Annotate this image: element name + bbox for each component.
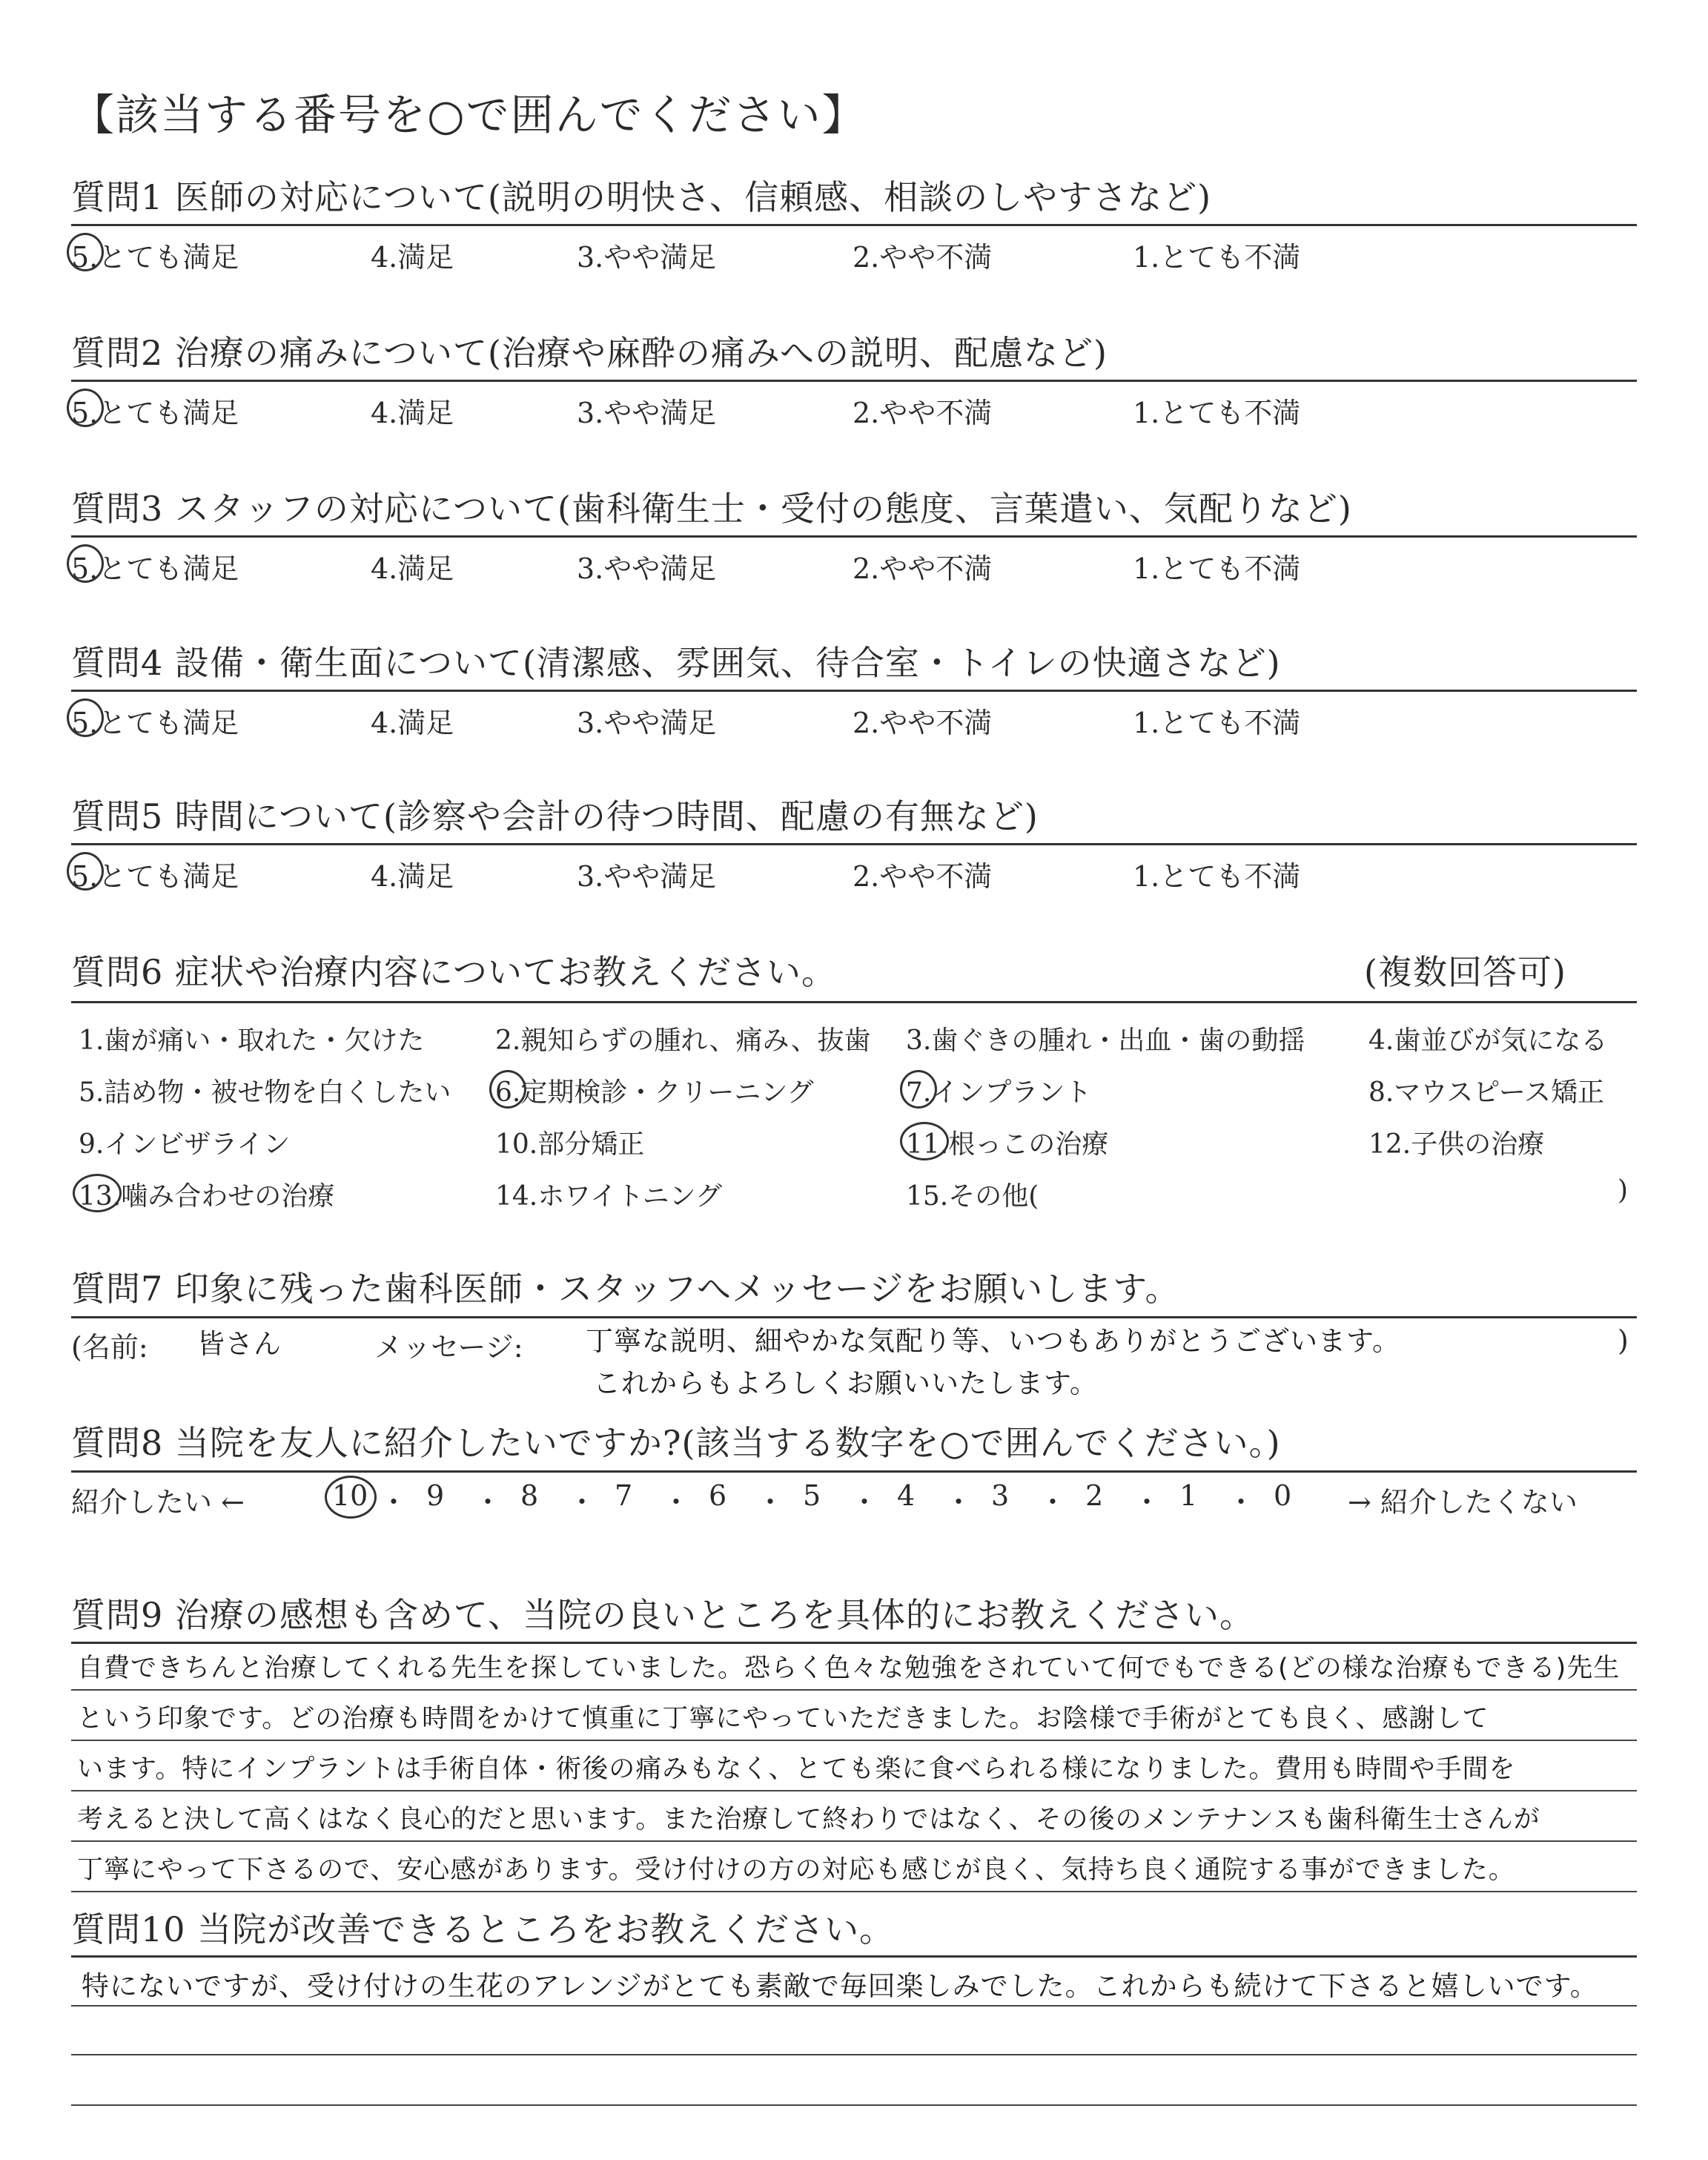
q6-item[interactable]: 10.部分矯正: [495, 1129, 645, 1160]
q1-rule: [71, 224, 1637, 226]
q5-option[interactable]: 3.やや満足: [577, 860, 717, 893]
scale-separator: ・: [474, 1486, 503, 1519]
scale-separator: ・: [1039, 1486, 1068, 1519]
q2-rule: [71, 380, 1637, 382]
q6-item[interactable]: 12.子供の治療: [1368, 1129, 1545, 1160]
q5-option[interactable]: 4.満足: [371, 860, 454, 893]
q7-name-label: (名前:: [71, 1331, 148, 1364]
q6-item[interactable]: 9.インビザライン: [79, 1129, 291, 1160]
q5-option[interactable]: 2.やや不満: [853, 860, 993, 893]
q9-writing-line: [71, 1790, 1637, 1791]
q2-option[interactable]: 2.やや不満: [853, 397, 993, 429]
q7-message-label: メッセージ:: [374, 1331, 523, 1364]
selection-circle: [489, 1070, 526, 1109]
q10-line: 特にないですが、受け付けの生花のアレンジがとても素敵で毎回楽しみでした。これからも続けて下さると嬉しいです。: [82, 1970, 1598, 2002]
q3-option[interactable]: 2.やや不満: [853, 552, 993, 585]
scale-separator: ・: [568, 1486, 597, 1519]
q10-title: 質問10 当院が改善できるところをお教えください。: [71, 1909, 895, 1949]
q1-option[interactable]: 2.やや不満: [853, 241, 993, 274]
selection-circle: [900, 1122, 949, 1160]
q8-right-label: → 紹介したくない: [1348, 1486, 1578, 1519]
q6-close-paren: ): [1618, 1175, 1629, 1206]
q9-line: という印象です。どの治療も時間をかけて慎重に丁寧にやっていただきました。お陰様で手術がとても良く、感謝して: [77, 1704, 1489, 1734]
q5-option[interactable]: 5.とても満足: [71, 860, 239, 893]
scale-separator: ・: [756, 1486, 785, 1519]
q8-rule: [71, 1470, 1637, 1473]
scale-number[interactable]: 8: [520, 1479, 539, 1512]
q3-option[interactable]: 4.満足: [371, 552, 454, 585]
scale-number[interactable]: 0: [1274, 1479, 1292, 1512]
q4-rule: [71, 690, 1637, 692]
q9-line: 考えると決して高くはなく良心的だと思います。また治療して終わりではなく、その後のメンテナンスも歯科衛生士さんが: [77, 1805, 1540, 1834]
q9-writing-line: [71, 1689, 1637, 1691]
scale-number[interactable]: 5: [803, 1479, 821, 1512]
scale-number[interactable]: 10: [332, 1479, 368, 1512]
q3-option[interactable]: 5.とても満足: [71, 552, 239, 585]
q6-item[interactable]: 15.その他(: [906, 1181, 1039, 1212]
scale-number[interactable]: 4: [897, 1479, 916, 1512]
q2-title: 質問2 治療の痛みについて(治療や麻酔の痛みへの説明、配慮など): [71, 333, 1108, 373]
selection-circle: [900, 1070, 937, 1109]
q4-option[interactable]: 4.満足: [371, 707, 454, 739]
scale-number[interactable]: 1: [1179, 1479, 1198, 1512]
q4-option[interactable]: 2.やや不満: [853, 707, 993, 739]
q3-option[interactable]: 3.やや満足: [577, 552, 717, 585]
q6-item[interactable]: 1.歯が痛い・取れた・欠けた: [79, 1025, 425, 1056]
q7-message-line: これからもよろしくお願いいたします。: [593, 1367, 1099, 1399]
q1-title: 質問1 医師の対応について(説明の明快さ、信頼感、相談のしやすさなど): [71, 177, 1212, 217]
q6-item[interactable]: 2.親知らずの腫れ、痛み、抜歯: [495, 1025, 871, 1056]
q5-rule: [71, 843, 1637, 845]
q7-name-value: 皆さん: [197, 1328, 282, 1360]
q10-writing-line: [71, 2054, 1637, 2055]
q9-line: 丁寧にやって下さるので、安心感があります。受け付けの方の対応も感じが良く、気持ち良く通院する事ができました。: [77, 1855, 1515, 1885]
form-header: 【該当する番号を○で囲んでください】: [71, 90, 867, 140]
q1-option[interactable]: 5.とても満足: [71, 241, 239, 274]
q9-writing-line: [71, 1891, 1637, 1892]
selection-circle: [325, 1476, 377, 1519]
q2-option[interactable]: 1.とても不満: [1133, 397, 1301, 429]
q3-rule: [71, 535, 1637, 538]
scale-number[interactable]: 9: [426, 1479, 445, 1512]
q9-rule: [71, 1642, 1637, 1644]
q4-option[interactable]: 3.やや満足: [577, 707, 717, 739]
q10-rule: [71, 1955, 1637, 1958]
selection-circle: [67, 233, 104, 271]
q1-option[interactable]: 3.やや満足: [577, 241, 717, 274]
q3-title: 質問3 スタッフの対応について(歯科衛生士・受付の態度、言葉遣い、気配りなど): [71, 489, 1352, 529]
q2-option[interactable]: 3.やや満足: [577, 397, 717, 429]
scale-separator: ・: [662, 1486, 691, 1519]
q2-option[interactable]: 5.とても満足: [71, 397, 239, 429]
q9-writing-line: [71, 1740, 1637, 1741]
q6-item[interactable]: 13.噛み合わせの治療: [79, 1181, 335, 1212]
scale-separator: ・: [1227, 1486, 1256, 1519]
q7-title: 質問7 印象に残った歯科医師・スタッフへメッセージをお願いします。: [71, 1269, 1180, 1309]
q8-title: 質問8 当院を友人に紹介したいですか?(該当する数字を○で囲んでください。): [71, 1423, 1281, 1463]
selection-circle: [67, 389, 104, 427]
q9-line: 自費できちんと治療してくれる先生を探していました。恐らく色々な勉強をされていて何でもできる(どの様な治療もできる)先生: [77, 1654, 1621, 1683]
q6-item[interactable]: 3.歯ぐきの腫れ・出血・歯の動揺: [906, 1025, 1305, 1056]
q6-item[interactable]: 5.詰め物・被せ物を白くしたい: [79, 1077, 451, 1108]
q7-close-paren: ): [1618, 1324, 1629, 1357]
q8-left-label: 紹介したい ←: [71, 1486, 245, 1519]
q6-item[interactable]: 14.ホワイトニング: [495, 1181, 723, 1212]
q4-option[interactable]: 1.とても不満: [1133, 707, 1301, 739]
selection-circle: [67, 544, 104, 583]
q9-writing-line: [71, 1840, 1637, 1842]
q9-line: います。特にインプラントは手術自体・術後の痛みもなく、とても楽に食べられる様になりました。費用も時間や手間を: [77, 1754, 1516, 1784]
q9-title: 質問9 治療の感想も含めて、当院の良いところを具体的にお教えください。: [71, 1595, 1254, 1635]
q4-title: 質問4 設備・衛生面について(清潔感、雰囲気、待合室・トイレの快適さなど): [71, 643, 1281, 683]
scale-number[interactable]: 2: [1085, 1479, 1104, 1512]
q2-option[interactable]: 4.満足: [371, 397, 454, 429]
selection-circle: [67, 698, 104, 737]
q7-message-line: 丁寧な説明、細やかな気配り等、いつもありがとうございます。: [586, 1325, 1401, 1357]
scale-number[interactable]: 7: [615, 1479, 633, 1512]
q3-option[interactable]: 1.とても不満: [1133, 552, 1301, 585]
q6-item[interactable]: 7.インプラント: [906, 1077, 1092, 1108]
q4-option[interactable]: 5.とても満足: [71, 707, 239, 739]
q1-option[interactable]: 4.満足: [371, 241, 454, 274]
q6-item[interactable]: 6.定期検診・クリーニング: [495, 1077, 814, 1108]
q5-title: 質問5 時間について(診察や会計の待つ時間、配慮の有無など): [71, 796, 1039, 836]
q10-writing-line: [71, 2005, 1637, 2007]
q6-title: 質問6 症状や治療内容についてお教えください。: [71, 952, 836, 992]
selection-circle: [73, 1174, 122, 1212]
q6-note: (複数回答可): [1364, 952, 1566, 992]
q6-item[interactable]: 11.根っこの治療: [906, 1129, 1109, 1160]
scale-number[interactable]: 6: [709, 1479, 727, 1512]
scale-separator: ・: [1133, 1486, 1162, 1519]
q6-item[interactable]: 4.歯並びが気になる: [1368, 1025, 1608, 1056]
q6-item[interactable]: 8.マウスピース矯正: [1368, 1077, 1605, 1108]
scale-separator: ・: [850, 1486, 879, 1519]
q1-option[interactable]: 1.とても不満: [1133, 241, 1301, 274]
q5-option[interactable]: 1.とても不満: [1133, 860, 1301, 893]
scale-separator: ・: [380, 1486, 408, 1519]
scale-number[interactable]: 3: [991, 1479, 1010, 1512]
q10-writing-line: [71, 2104, 1637, 2106]
q6-rule: [71, 1001, 1637, 1003]
scale-separator: ・: [944, 1486, 973, 1519]
selection-circle: [67, 852, 104, 891]
